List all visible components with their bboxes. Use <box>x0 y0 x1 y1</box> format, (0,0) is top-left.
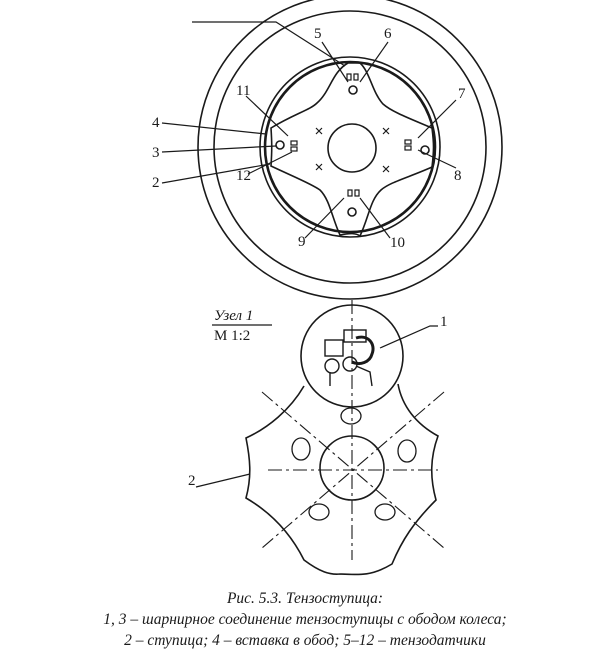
callout-8: 8 <box>454 168 462 184</box>
detail-title: Узел 1 <box>214 308 254 324</box>
detail-callout-2: 2 <box>188 473 196 489</box>
callout-2: 2 <box>152 175 160 191</box>
cross-marks <box>316 128 389 172</box>
joint-hole-bottom <box>348 208 356 216</box>
callout-4: 4 <box>152 115 160 131</box>
callout-7: 7 <box>458 86 466 102</box>
caption-title: Рис. 5.3. Тензоступица: <box>226 590 384 607</box>
wheel-outer-rim <box>198 0 502 299</box>
callout-11: 11 <box>236 83 251 99</box>
callout-5: 5 <box>314 26 322 42</box>
callouts-top <box>152 26 466 251</box>
callout-10: 10 <box>390 235 405 251</box>
callout-9: 9 <box>298 234 306 250</box>
joint-hole-top <box>349 86 357 94</box>
leader-lines-detail <box>196 326 438 487</box>
detail-joint <box>325 330 373 386</box>
detail-callout-1: 1 <box>440 314 448 330</box>
detail-holes <box>292 408 416 520</box>
strain-gauges <box>291 74 411 196</box>
detail-scale: М 1:2 <box>214 328 251 344</box>
callout-6: 6 <box>384 26 392 42</box>
hub-center-circle <box>328 124 376 172</box>
joint-hole-left <box>276 141 284 149</box>
caption-line-2: 1, 3 – шарнирное соединение тензоступицы с ободом колеса; <box>103 611 507 628</box>
callout-12: 12 <box>236 168 251 184</box>
figure-caption <box>0 588 610 651</box>
wheel-inner-rim <box>260 57 440 237</box>
callout-3: 3 <box>152 145 160 161</box>
caption-line-3: 2 – ступица; 4 – вставка в обод; 5–12 – тензодатчики <box>124 632 486 649</box>
